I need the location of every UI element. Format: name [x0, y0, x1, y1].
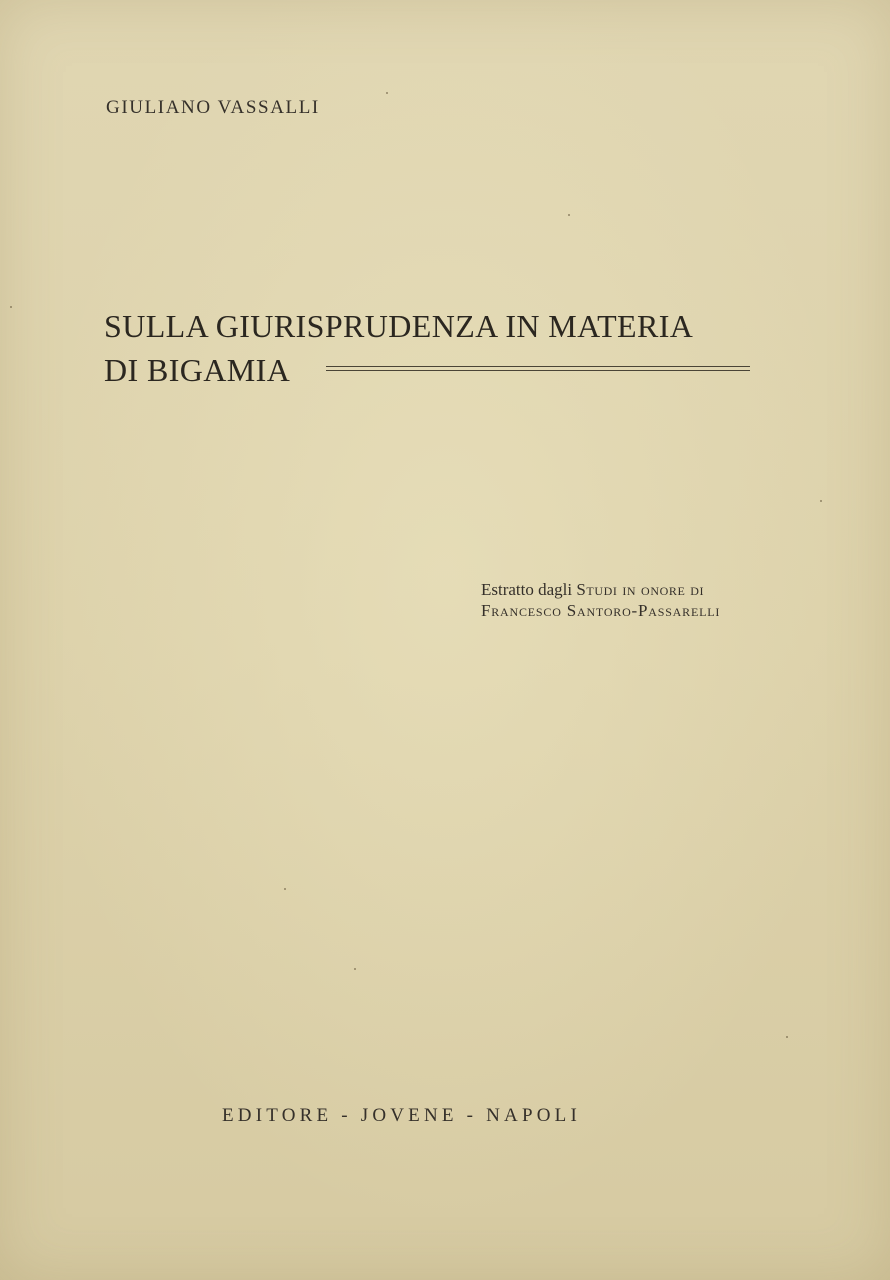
- extract-line-1: [481, 579, 720, 600]
- rule-top: [326, 366, 750, 367]
- paper-speck: [10, 306, 12, 308]
- title-line-1: SULLA GIURISPRUDENZA IN MATERIA: [104, 308, 694, 344]
- title-line-2: DI BIGAMIA: [104, 352, 291, 388]
- title-double-rule: [326, 364, 750, 374]
- extract-note: [481, 579, 720, 621]
- extract-prefix: Estratto dagli: [481, 580, 577, 599]
- paper-speck: [386, 92, 388, 94]
- extract-series: Studi in onore di: [576, 580, 705, 599]
- paper-speck: [568, 214, 570, 216]
- extract-honoree: Francesco Santoro-Passarelli: [481, 601, 721, 620]
- author-name: GIULIANO VASSALLI: [106, 97, 320, 118]
- publisher-line: EDITORE - JOVENE - NAPOLI: [222, 1105, 582, 1126]
- paper-speck: [786, 1036, 788, 1038]
- paper-speck: [354, 968, 356, 970]
- paper-speck: [284, 888, 286, 890]
- rule-bottom: [326, 370, 750, 371]
- paper-speck: [820, 500, 822, 502]
